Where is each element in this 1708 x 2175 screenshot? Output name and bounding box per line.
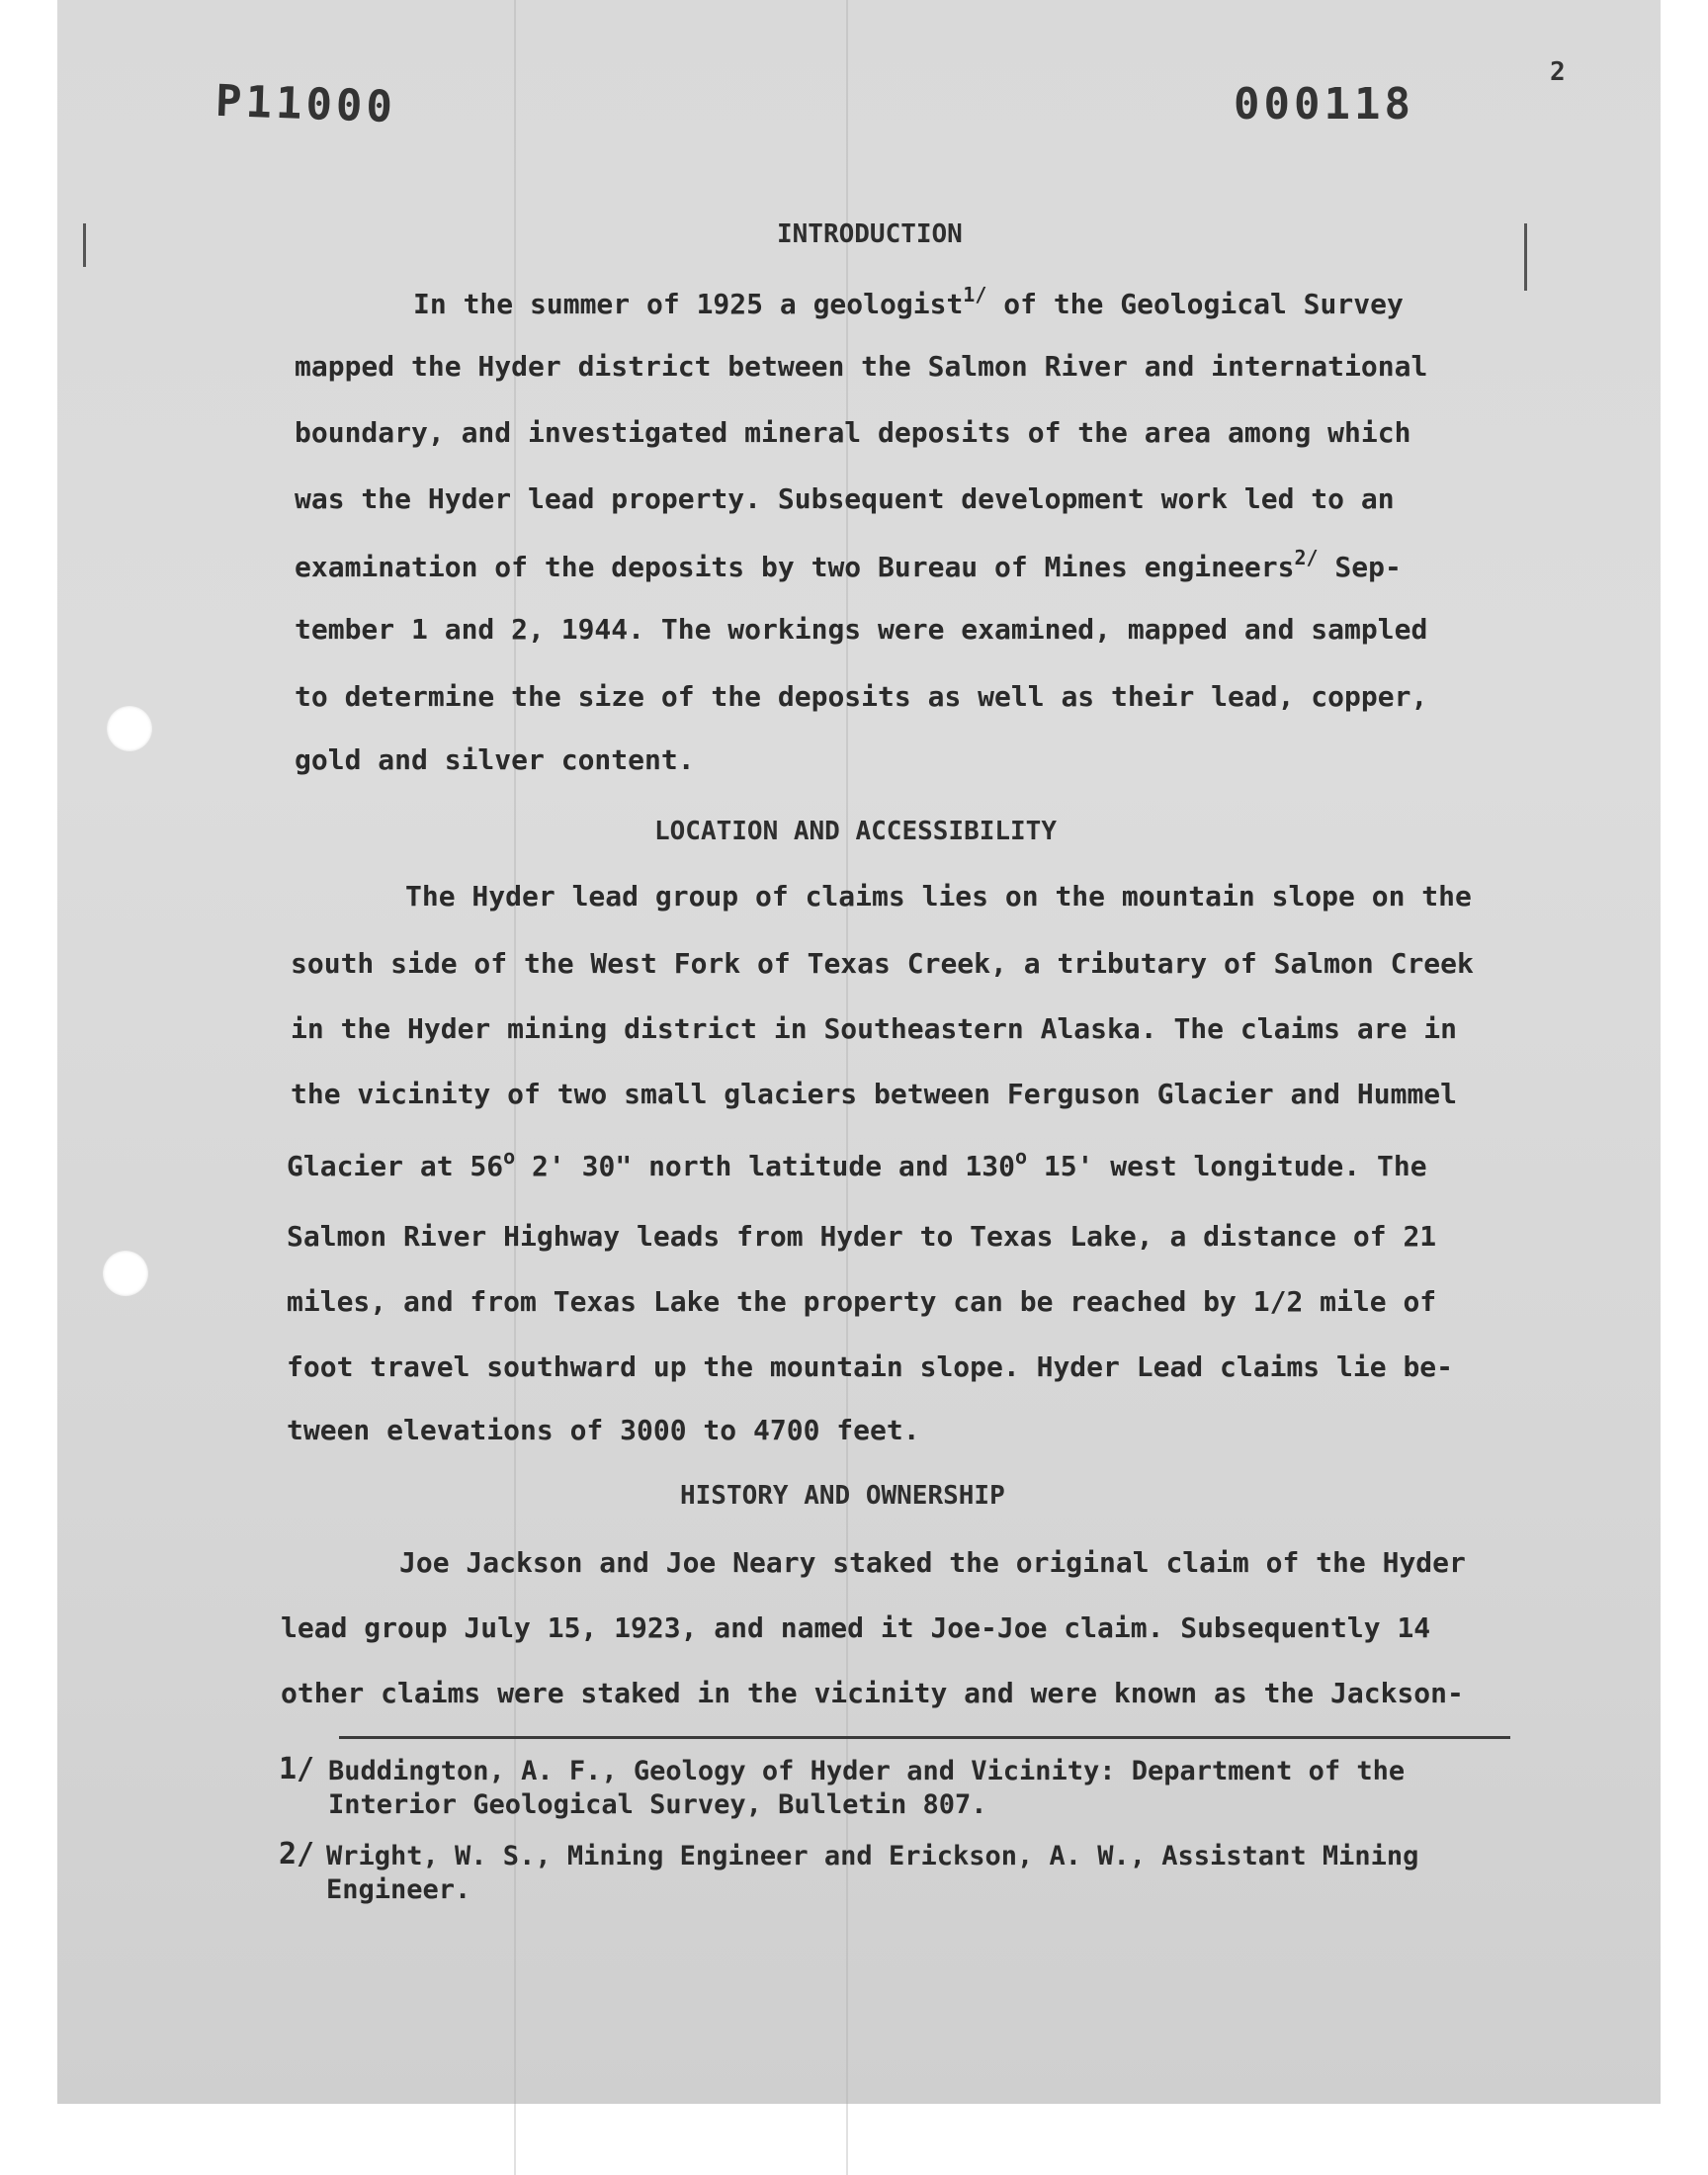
text-line: In the summer of 1925 a geologist$^{1/}$ of the Geological Survey: [413, 283, 1404, 320]
text-line: miles, and from Texas Lake the property can be reached by 1/2 mile of: [287, 1285, 1437, 1318]
heading-history: HISTORY AND OWNERSHIP: [680, 1481, 1005, 1511]
text-line: Joe Jackson and Joe Neary staked the original claim of the Hyder: [399, 1546, 1466, 1579]
text-line: boundary, and investigated mineral deposits of the area among which: [295, 416, 1411, 449]
text-line: Glacier at 56$^o$ 2' 30" north latitude and 130$^o$ 15' west longitude. The: [287, 1145, 1427, 1182]
text-line: other claims were staked in the vicinity and were known as the Jackson-: [281, 1677, 1464, 1709]
text-line: foot travel southward up the mountain slope. Hyder Lead claims lie be-: [287, 1350, 1454, 1383]
heading-introduction: INTRODUCTION: [777, 219, 963, 249]
degree-sign: o: [1014, 1145, 1027, 1169]
footnote-mark: 2/: [279, 1837, 315, 1871]
footnote-text: Interior Geological Survey, Bulletin 807.: [328, 1789, 987, 1820]
text-line: The Hyder lead group of claims lies on the mountain slope on the: [405, 880, 1472, 913]
footnote-rule: [339, 1736, 1510, 1739]
text-line: gold and silver content.: [295, 743, 695, 776]
text-line: in the Hyder mining district in Southeastern Alaska. The claims are in: [291, 1012, 1458, 1045]
stamp-right: 000118: [1234, 79, 1414, 130]
punch-hole: [103, 1251, 148, 1296]
degree-sign: o: [503, 1145, 516, 1169]
stamp-left: P11000: [214, 75, 397, 133]
footnote-mark: 1/: [279, 1752, 315, 1786]
text-line: Salmon River Highway leads from Hyder to Texas Lake, a distance of 21: [287, 1220, 1437, 1253]
footnote-text: Buddington, A. F., Geology of Hyder and Vicinity: Department of the: [328, 1756, 1406, 1786]
text-line: mapped the Hyder district between the Salmon River and international: [295, 350, 1428, 383]
text-line: the vicinity of two small glaciers between Ferguson Glacier and Hummel: [291, 1078, 1458, 1110]
margin-tick: [83, 223, 86, 267]
punch-hole: [107, 706, 152, 751]
footnote-text: Wright, W. S., Mining Engineer and Erickson, A. W., Assistant Mining: [326, 1841, 1419, 1871]
text-line: to determine the size of the deposits as well as their lead, copper,: [295, 680, 1428, 713]
margin-tick: [1524, 223, 1527, 291]
heading-location: LOCATION AND ACCESSIBILITY: [654, 817, 1057, 846]
footnote-ref: 2/: [1294, 546, 1319, 569]
text-line: was the Hyder lead property. Subsequent development work led to an: [295, 482, 1395, 515]
text-line: lead group July 15, 1923, and named it Joe-Joe claim. Subsequently 14: [281, 1611, 1431, 1644]
footnote-text: Engineer.: [326, 1874, 471, 1905]
footnote-ref: 1/: [963, 283, 987, 306]
text-line: tween elevations of 3000 to 4700 feet.: [287, 1414, 920, 1446]
text-line: examination of the deposits by two Bureau of Mines engineers$^{2/}$ Sep-: [295, 546, 1402, 583]
text-line: south side of the West Fork of Texas Creek, a tributary of Salmon Creek: [291, 947, 1474, 980]
document-page: [57, 0, 1661, 2104]
text-line: tember 1 and 2, 1944. The workings were examined, mapped and sampled: [295, 613, 1428, 646]
page-number: 2: [1550, 57, 1566, 87]
